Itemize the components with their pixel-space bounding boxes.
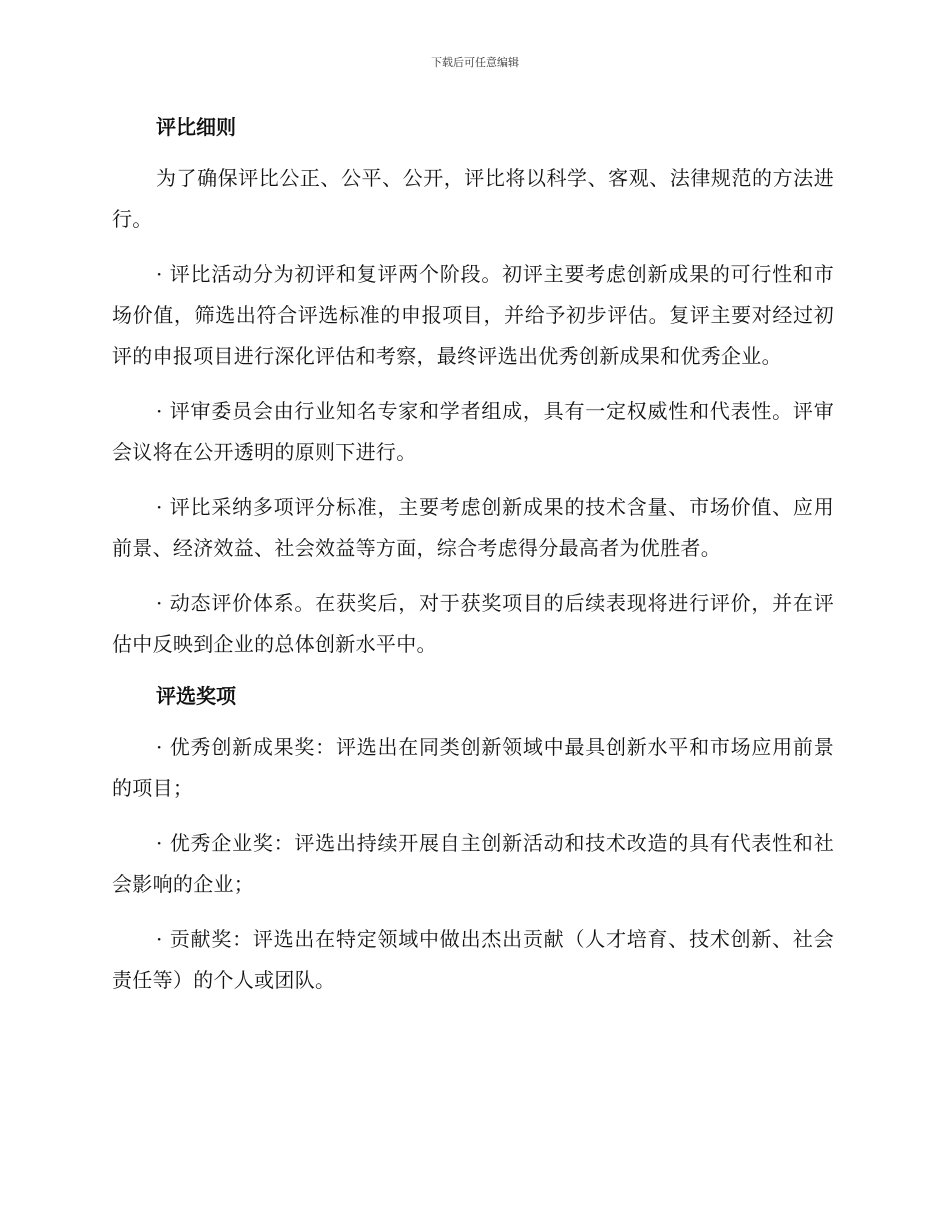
- paragraph-award-enterprise: · 优秀企业奖：评选出持续开展自主创新活动和技术改造的具有代表性和社会影响的企业；: [112, 831, 834, 896]
- page-header: 下载后可任意编辑: [431, 56, 519, 69]
- section-heading-awards: 评选奖项: [156, 684, 236, 708]
- paragraph-award-innovation: · 优秀创新成果奖：评选出在同类创新领域中最具创新水平和市场应用前景的项目；: [112, 735, 834, 800]
- document-body: [112, 110, 834, 1015]
- paragraph-rules-intro: 为了确保评比公正、公平、公开，评比将以科学、客观、法律规范的方法进行。: [112, 166, 834, 231]
- paragraph-award-contribution: · 贡献奖：评选出在特定领域中做出杰出贡献（人才培育、技术创新、社会责任等）的个人或团队。: [112, 927, 834, 992]
- paragraph-rules-stages: · 评比活动分为初评和复评两个阶段。初评主要考虑创新成果的可行性和市场价值，筛选出符合评选标准的申报项目，并给予初步评估。复评主要对经过初评的申报项目进行深化评估和考察，最终评选出优秀创新成果和优秀企业。: [112, 262, 834, 368]
- section-heading-rules: 评比细则: [156, 115, 236, 139]
- paragraph-rules-committee: · 评审委员会由行业知名专家和学者组成，具有一定权威性和代表性。评审会议将在公开透明的原则下进行。: [112, 399, 834, 464]
- paragraph-rules-criteria: · 评比采纳多项评分标准，主要考虑创新成果的技术含量、市场价值、应用前景、经济效益、社会效益等方面，综合考虑得分最高者为优胜者。: [112, 495, 834, 560]
- paragraph-rules-dynamic: · 动态评价体系。在获奖后，对于获奖项目的后续表现将进行评价，并在评估中反映到企业的总体创新水平中。: [112, 591, 834, 656]
